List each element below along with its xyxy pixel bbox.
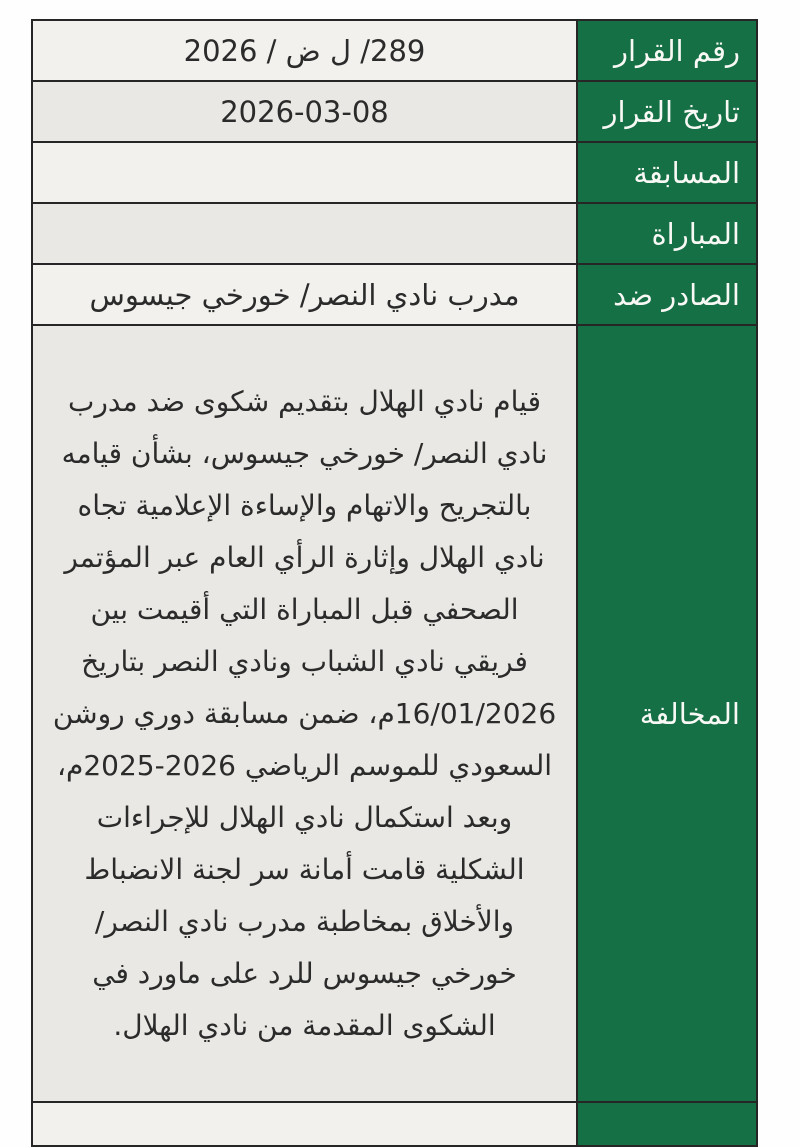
row-label-decision-date: تاريخ القرار: [577, 81, 757, 142]
row-label-match: المباراة: [577, 203, 757, 264]
table-row-issued-against: [32, 264, 757, 325]
row-label-issued-against: الصادر ضد: [577, 264, 757, 325]
row-value-issued-against: مدرب نادي النصر/ خورخي جيسوس: [32, 264, 577, 325]
decision-table: [31, 19, 758, 1147]
table-row-violation: [32, 325, 757, 1102]
table-row-decision-number: [32, 20, 757, 81]
row-value-next-clipped: [32, 1102, 577, 1146]
row-value-decision-number: 289/ ل ض / 2026: [32, 20, 577, 81]
row-label-violation: المخالفة: [577, 325, 757, 1102]
row-value-competition: [32, 142, 577, 203]
row-value-violation: قيام نادي الهلال بتقديم شكوى ضد مدرب نادي النصر/ خورخي جيسوس، بشأن قيامه بالتجريح والاتهام والإساءة الإعلامية تجاه نادي الهلال وإثارة الرأي العام عبر المؤتمر الصحفي قبل المباراة التي أقيمت بين فريقي نادي الشباب ونادي النصر بتاريخ 16/01/2026م، ضمن مسابقة دوري روشن السعودي للموسم الرياضي 2026-2025م، وبعد استكمال نادي الهلال للإجراءات الشكلية قامت أمانة سر لجنة الانضباط والأخلاق بمخاطبة مدرب نادي النصر/ خورخي جيسوس للرد على ماورد في الشكوى المقدمة من نادي الهلال.: [32, 325, 577, 1102]
row-label-decision-number: رقم القرار: [577, 20, 757, 81]
row-value-match: [32, 203, 577, 264]
table-row-competition: [32, 142, 757, 203]
table-row-decision-date: [32, 81, 757, 142]
table-row-match: [32, 203, 757, 264]
table-row-next-clipped: [32, 1102, 757, 1146]
row-label-competition: المسابقة: [577, 142, 757, 203]
row-value-decision-date: 2026-03-08: [32, 81, 577, 142]
page: [0, 19, 800, 1133]
row-label-next-clipped: [577, 1102, 757, 1146]
